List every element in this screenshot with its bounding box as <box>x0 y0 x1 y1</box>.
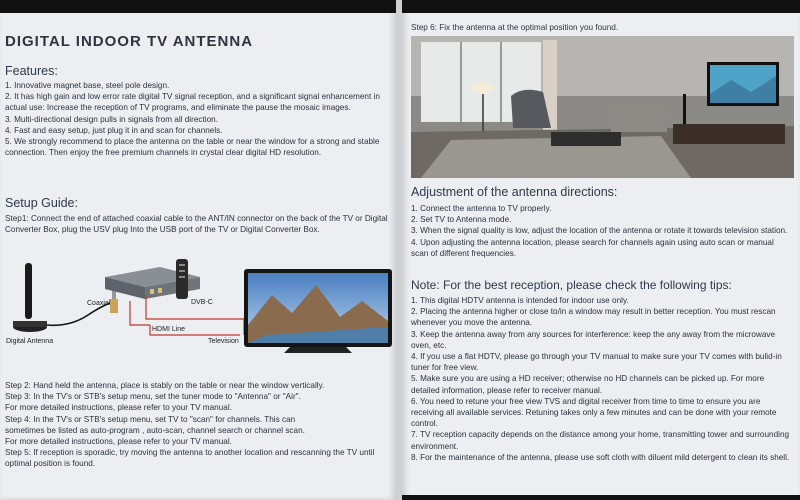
label-hdmi: HDMI Line <box>152 326 186 333</box>
step-item: sometimes be listed as auto-program , auto-scan, channel search or channel scan. <box>5 425 305 435</box>
connection-diagram <box>0 255 396 375</box>
note-item: 8. For the maintenance of the antenna, please use soft cloth with diluent mild detergent to clean its shell. <box>411 452 790 462</box>
label-television: Television <box>208 338 239 345</box>
adjust-item: 1. Connect the antenna to TV properly. <box>411 204 552 213</box>
features-list <box>5 80 390 158</box>
note-item: 7. TV reception capacity depends on the distance among your home, transmitting tower and surrounding environment. <box>411 430 790 451</box>
step-1-text: Step1: Connect the end of attached coaxial cable to the ANT/IN connector on the back of the TV or Digital Converter Box, plug the USV plug Into the USB port of the TV or Digital Converter Box. <box>5 214 388 235</box>
remote-control <box>176 259 188 299</box>
antenna-illustration <box>13 263 110 332</box>
adjust-item: 4. Upon adjusting the antenna location, please search for channels again using auto scan or manual scan of different frequencies. <box>411 237 774 258</box>
setup-heading: Setup Guide: <box>5 196 78 210</box>
feature-item: 4. Fast and easy setup, just plug it in and scan for channels. <box>5 125 223 135</box>
top-border <box>402 0 800 13</box>
note-item: 1. This digital HDTV antenna is intended for indoor use only. <box>411 296 629 305</box>
note-heading: Note: For the best reception, please check the following tips: <box>411 278 732 292</box>
step-item: Step 2: Hand held the antenna, place is stably on the table or near the window vertically. <box>5 381 325 390</box>
adjust-item: 3. When the signal quality is low, adjust the location of the antenna or rotate it towards television station. <box>411 226 788 236</box>
label-coaxial: Coaxial <box>87 300 111 307</box>
label-dvbc: DVB-C <box>191 299 213 306</box>
right-page <box>402 0 800 500</box>
feature-item: 3. Multi-directional design pulls in signals from all direction. <box>5 114 218 124</box>
coax-plug <box>110 289 118 313</box>
step-item: Step 5: If reception is sporadic, try moving the antenna to another location and rescanning the TV until optimal position is found. <box>5 448 375 469</box>
note-list <box>411 295 795 463</box>
bottom-border <box>402 495 800 500</box>
feature-item: 5. We strongly recommend to place the antenna on the table or near the window for a strong and stable connection. Then enjoy the free premium channels in crystal clear digital HD resolution. <box>5 137 380 158</box>
features-heading: Features: <box>5 64 58 78</box>
step-item: For more detailed instructions, please refer to your TV manual. <box>5 403 232 413</box>
feature-item: 1. Innovative magnet base, steel pole design. <box>5 81 170 90</box>
step-item: For more detailed instructions, please refer to your TV manual. <box>5 437 232 447</box>
feature-item: 2. It has high gain and low error rate digital TV signal reception, and a significant signal enhancement in actual use: Increase the reception of TV programs, and eliminate the pause the mosaic images. <box>5 92 380 113</box>
adjust-item: 2. Set TV to Antenna mode. <box>411 215 512 225</box>
adjustment-list <box>411 203 791 259</box>
note-item: 5. Make sure you are using a HD receiver; otherwise no HD channels can be picked up. For more detailed information, please refer to receiver manual. <box>411 374 765 395</box>
left-page <box>0 0 396 500</box>
step-item: Step 3: In the TV's or STB's setup menu, set the tuner mode to "Antenna" or "Air". <box>5 392 301 402</box>
living-room-photo <box>411 36 794 178</box>
top-border <box>0 0 396 13</box>
steps-list <box>5 380 393 470</box>
note-item: 6. You need to retune your free view TVS and digital receiver from time to time to ensure you are receiving all available services. Retuning takes only a few minutes and can be done with your remote control. <box>411 396 777 429</box>
step-6-text: Step 6: Fix the antenna at the optimal position you found. <box>411 23 619 32</box>
television-illustration <box>244 269 392 353</box>
note-item: 2. Placing the antenna higher or close to/in a window may result in better reception. You must rescan whenever you move the antenna. <box>411 307 776 328</box>
note-item: 3. Keep the antenna away from any sources for interference: keep the any away from the microwave oven, etc. <box>411 329 776 350</box>
adjustment-heading: Adjustment of the antenna directions: <box>411 185 618 199</box>
step-item: Step 4: In the TV's or STB's setup menu, set TV to "scan" for channels. This can <box>5 414 296 424</box>
note-item: 4. If you use a flat HDTV, please go through your TV manual to make sure your TV comes with bulid-in tuner for free view. <box>411 352 782 373</box>
page-title: DIGITAL INDOOR TV ANTENNA <box>5 33 254 50</box>
label-digital-antenna: Digital Antenna <box>6 338 54 345</box>
